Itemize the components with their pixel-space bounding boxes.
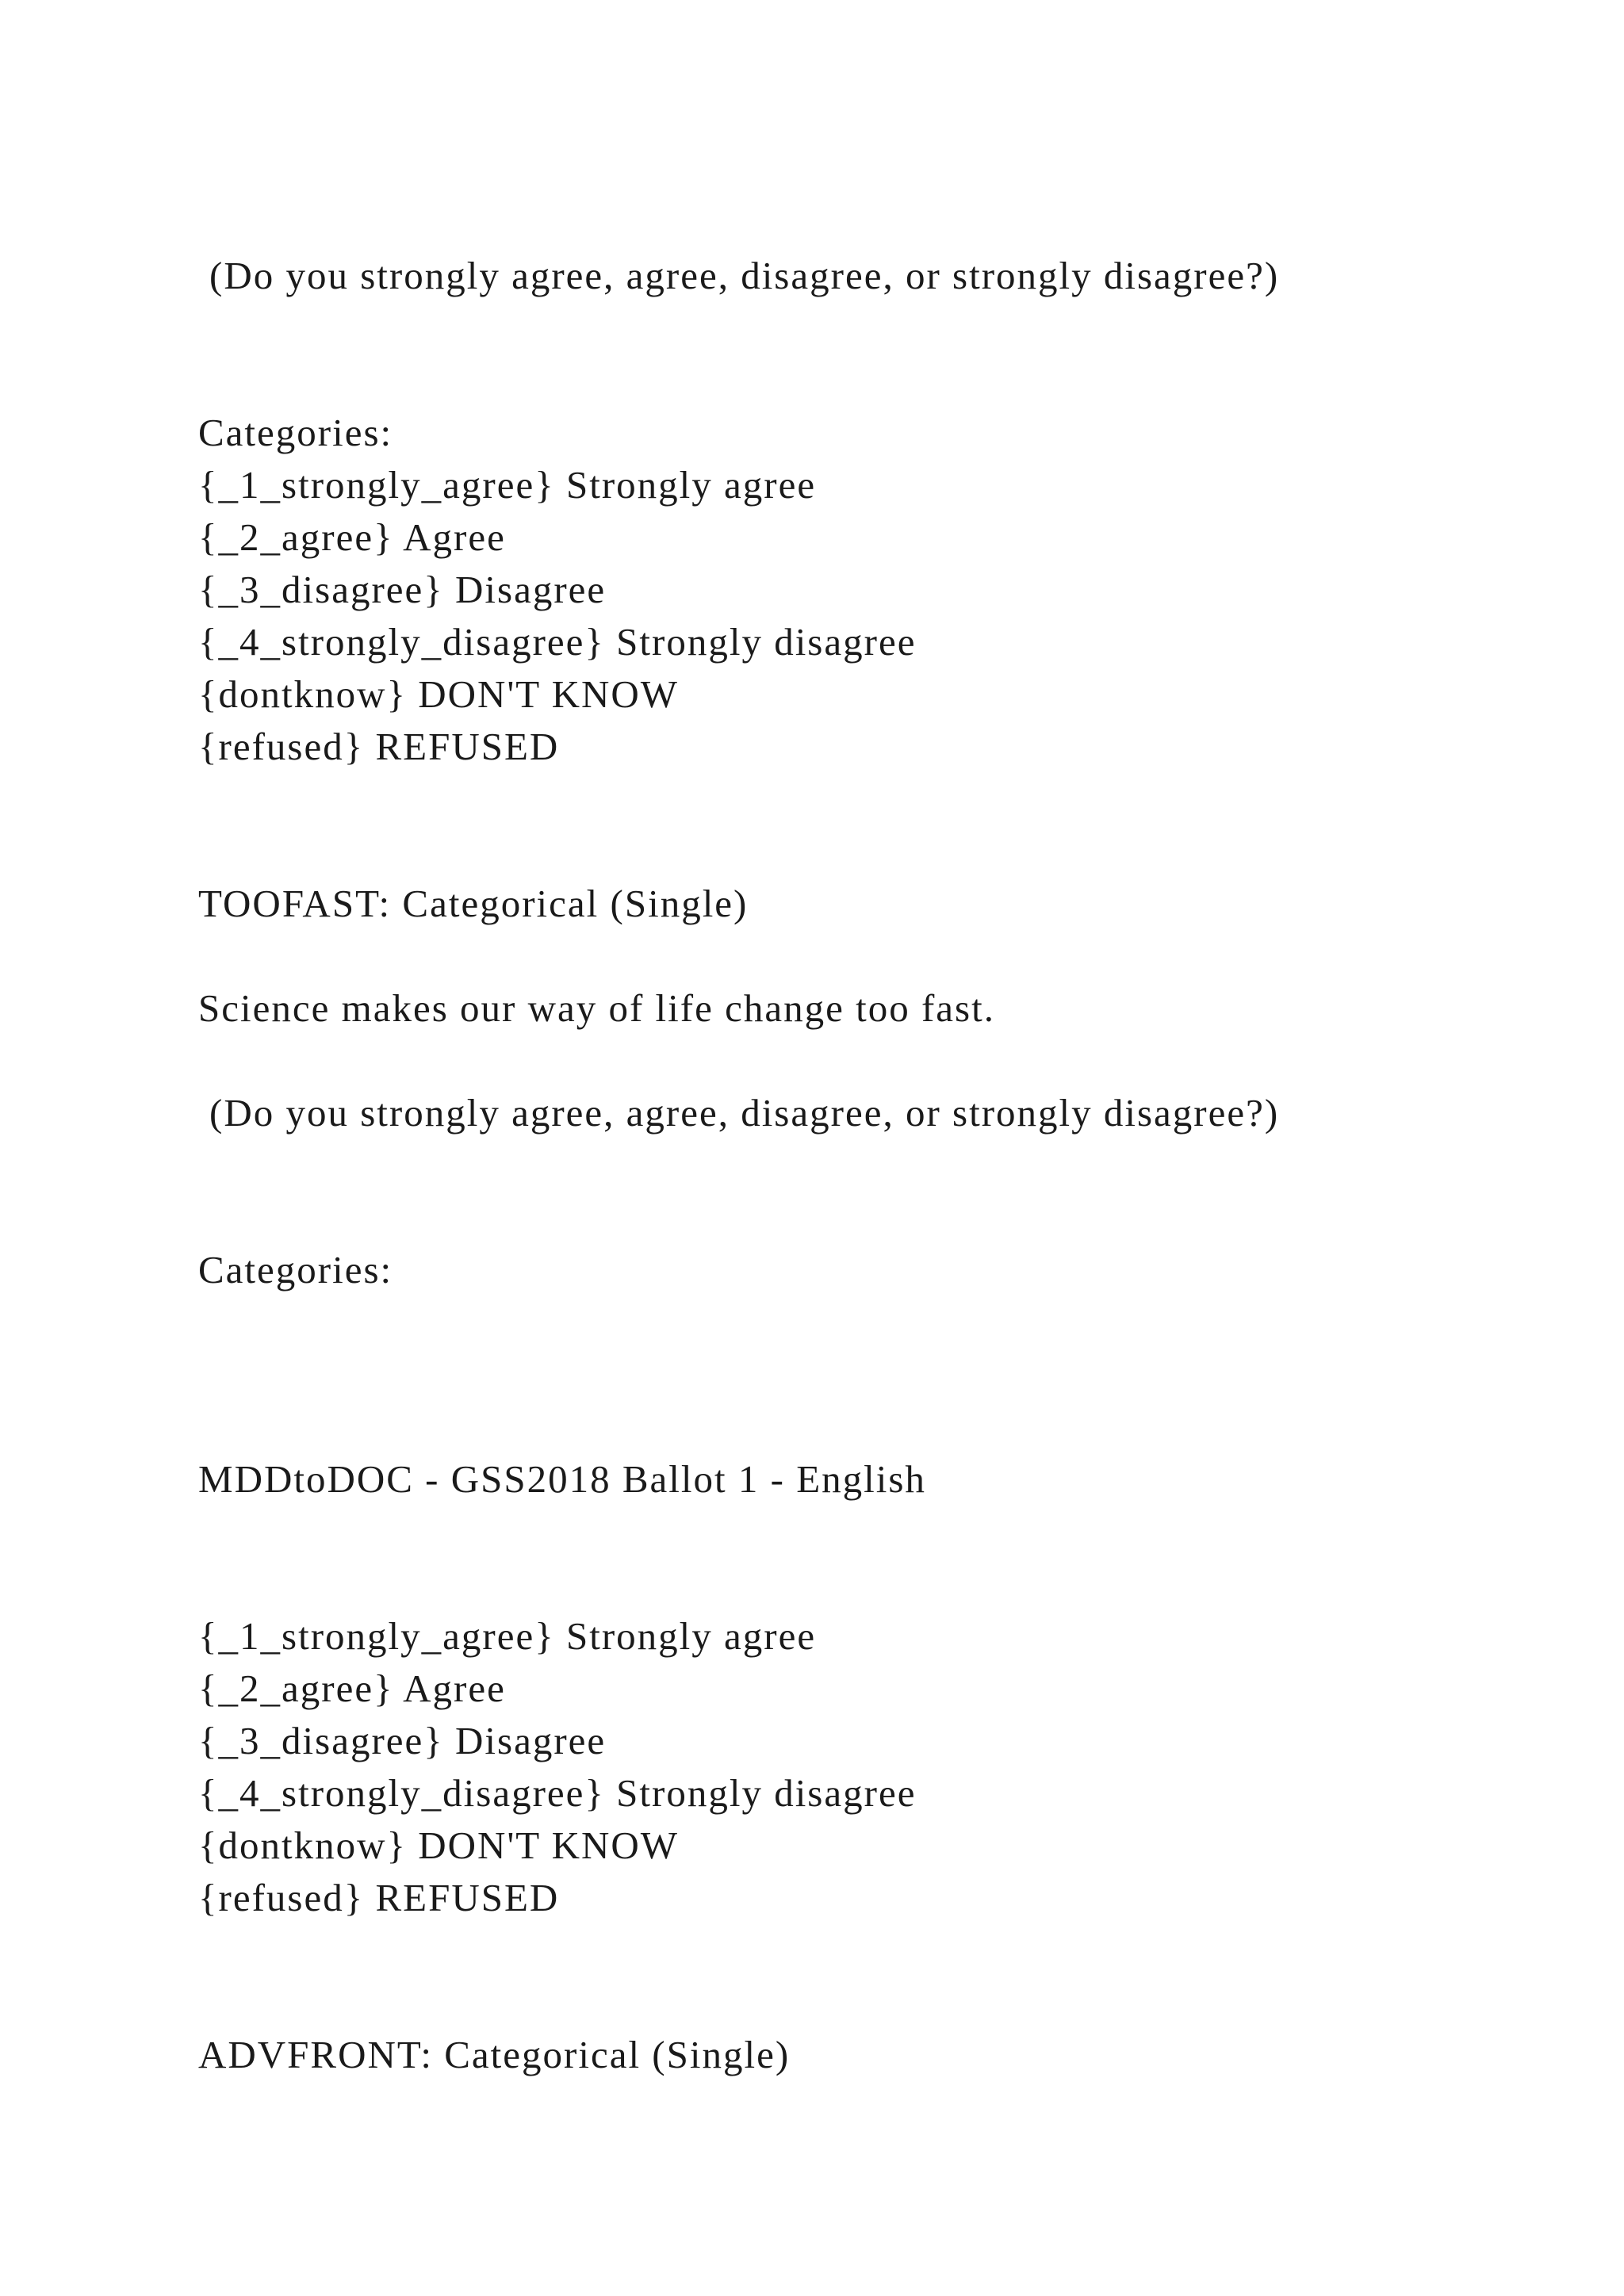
categories-label: Categories:	[198, 411, 393, 454]
category-option: {_4_strongly_disagree} Strongly disagree	[198, 1771, 917, 1815]
category-option: {_4_strongly_disagree} Strongly disagree	[198, 620, 917, 664]
category-option: {dontknow} DON'T KNOW	[198, 672, 679, 716]
category-option: {refused} REFUSED	[198, 725, 560, 768]
question-header-advfront: ADVFRONT: Categorical (Single)	[198, 2033, 791, 2076]
categories-label: Categories:	[198, 1248, 393, 1292]
category-option: {dontknow} DON'T KNOW	[198, 1823, 679, 1867]
agreement-prompt: (Do you strongly agree, agree, disagree, or strongly disagree?)	[209, 254, 1280, 297]
category-option: {_1_strongly_agree} Strongly agree	[198, 463, 817, 507]
category-option: {_1_strongly_agree} Strongly agree	[198, 1614, 817, 1658]
question-text-toofast: Science makes our way of life change too fast.	[198, 986, 995, 1030]
category-option: {_2_agree} Agree	[198, 515, 506, 559]
question-header-toofast: TOOFAST: Categorical (Single)	[198, 882, 749, 925]
category-option: {_2_agree} Agree	[198, 1667, 506, 1710]
agreement-prompt: (Do you strongly agree, agree, disagree, or strongly disagree?)	[209, 1091, 1280, 1135]
category-option: {_3_disagree} Disagree	[198, 1719, 607, 1762]
category-option: {_3_disagree} Disagree	[198, 568, 607, 611]
page-footer: MDDtoDOC - GSS2018 Ballot 1 - English	[198, 1457, 926, 1501]
category-option: {refused} REFUSED	[198, 1876, 560, 1919]
